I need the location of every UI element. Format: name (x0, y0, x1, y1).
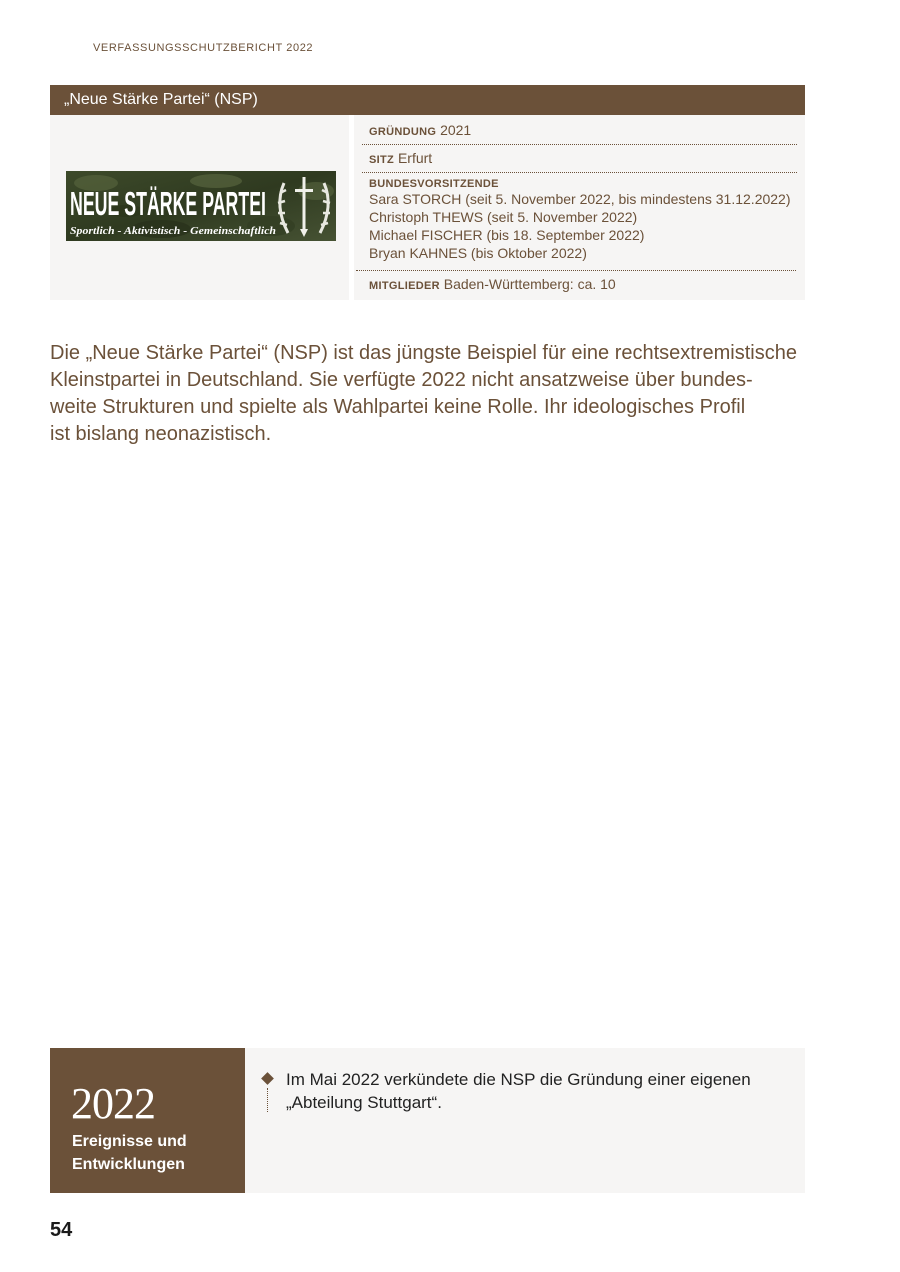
logo-cell (50, 115, 349, 300)
facts-cell (354, 115, 805, 300)
fact-members (362, 272, 797, 299)
events-heading-line: Ereignisse und (72, 1133, 187, 1150)
founding-value: 2021 (440, 122, 472, 138)
event-line: „Abteilung Stuttgart“. (286, 1093, 442, 1112)
diamond-bullet-icon (261, 1072, 274, 1085)
events-heading (72, 1130, 242, 1176)
lead-line: Kleinstpartei in Deutschland. Sie verfügte 2022 nicht ansatzweise über bundes- (50, 369, 753, 391)
chair-line: Bryan KAHNES (bis Oktober 2022) (369, 245, 587, 261)
events-content (245, 1048, 805, 1193)
seat-value: Erfurt (397, 150, 433, 166)
dotted-connector (267, 1088, 268, 1112)
lead-line: Die „Neue Stärke Partei“ (NSP) ist das jüngste Beispiel für eine rechtsextremistische (50, 342, 797, 364)
fact-founding (362, 115, 797, 145)
event-item (261, 1068, 791, 1114)
page-number: 54 (50, 1219, 73, 1241)
members-label: MITGLIEDER (369, 280, 440, 292)
fact-chairs (362, 173, 797, 269)
chair-line: Michael FISCHER (bis 18. September 2022) (369, 227, 645, 243)
events-year: 2022 (71, 1079, 155, 1128)
lead-paragraph (50, 340, 810, 448)
logo-tagline: Sportlich - Aktivistisch - Gemeinschaftlich (70, 225, 276, 237)
fact-seat (362, 145, 797, 173)
chair-line: Sara STORCH (seit 5. November 2022, bis mindestens 31.12.2022) (369, 191, 791, 207)
party-profile-box (50, 85, 805, 300)
profile-title: „Neue Stärke Partei“ (NSP) (50, 85, 805, 115)
chairs-label: BUNDESVORSITZENDE (369, 178, 499, 190)
event-text (286, 1068, 791, 1114)
members-value: Baden-Württemberg: ca. 10 (443, 276, 616, 292)
lead-line: ist bislang neonazistisch. (50, 423, 272, 445)
events-heading-line: Entwicklungen (72, 1156, 185, 1173)
founding-label: GRÜNDUNG (369, 126, 437, 138)
event-line: Im Mai 2022 verkündete die NSP die Gründung einer eigenen (286, 1070, 751, 1089)
seat-label: SITZ (369, 154, 395, 166)
chair-line: Christoph THEWS (seit 5. November 2022) (369, 209, 638, 225)
events-sidebar (50, 1048, 245, 1193)
events-box (50, 1048, 805, 1193)
profile-body (50, 115, 805, 300)
lead-line: weite Strukturen und spielte als Wahlpartei keine Rolle. Ihr ideologisches Profil (50, 396, 746, 418)
logo-main-text: NEUE STÄRKE PARTEI (70, 185, 266, 222)
running-header: VERFASSUNGSSCHUTZBERICHT 2022 (93, 42, 314, 54)
members-separator (356, 270, 796, 271)
party-logo (66, 171, 336, 241)
